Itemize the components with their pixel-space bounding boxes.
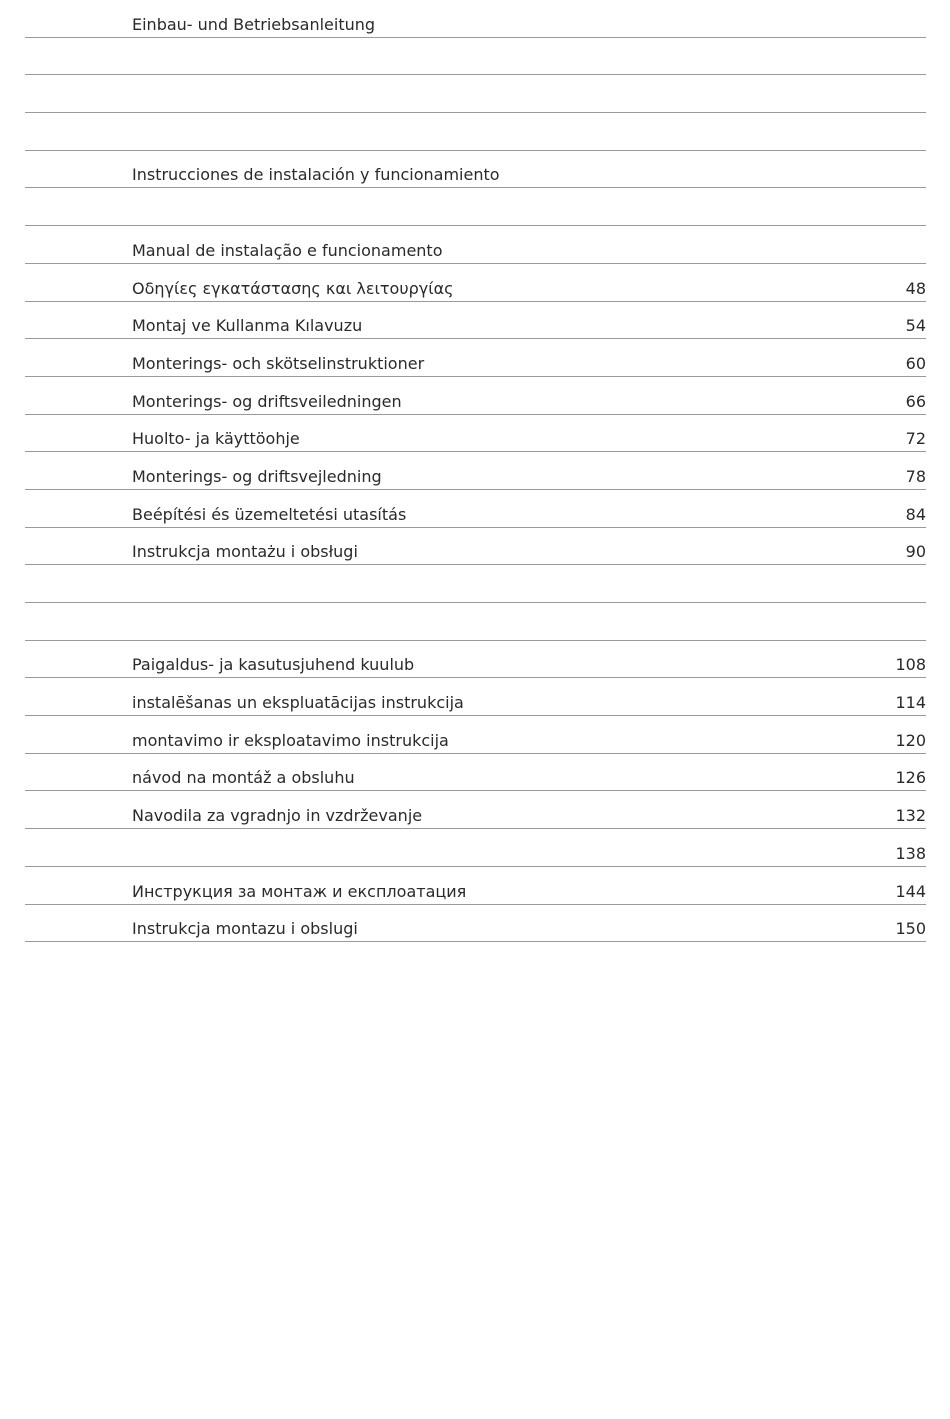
toc-row: [25, 528, 926, 566]
toc-page-number: 54: [905, 316, 926, 336]
toc-title: Monterings- og driftsvejledning: [132, 466, 382, 486]
toc-row: [25, 829, 926, 867]
toc-page-number: 132: [895, 806, 926, 826]
toc-page-number: 72: [905, 429, 926, 449]
toc-page-number: 114: [895, 693, 926, 713]
toc-page-number: 60: [905, 353, 926, 373]
toc-title: Monterings- och skötselinstruktioner: [132, 353, 425, 373]
toc-row: [25, 151, 926, 189]
toc-page-number: 108: [895, 655, 926, 675]
toc-row: [25, 490, 926, 528]
toc-page-number: 78: [905, 466, 926, 486]
toc-row: [25, 754, 926, 792]
toc-row: [25, 791, 926, 829]
toc-row: [25, 226, 926, 264]
toc-page-number: 144: [895, 881, 926, 901]
toc-page-number: 150: [895, 919, 926, 939]
toc-title: Instrukcja montażu i obsługi: [132, 542, 358, 562]
toc-title: Paigaldus- ja kasutusjuhend kuulub: [132, 655, 415, 675]
toc-page-number: 90: [905, 542, 926, 562]
toc-page-number: 66: [905, 391, 926, 411]
toc-row: [25, 565, 926, 603]
toc-title: Instrucciones de instalación y funcionamiento: [132, 165, 500, 185]
toc-title: Monterings- og driftsveiledningen: [132, 391, 402, 411]
toc-row: [25, 75, 926, 113]
toc-title: Navodila za vgradnjo in vzdrževanje: [132, 806, 423, 826]
toc-row: [25, 377, 926, 415]
toc-title: montavimo ir eksploatavimo instrukcija: [132, 730, 449, 750]
toc-row: [25, 188, 926, 226]
toc-row: [25, 264, 926, 302]
toc-title: Instrukcja montazu i obslugi: [132, 919, 358, 939]
toc-row: [25, 339, 926, 377]
toc-row: [25, 716, 926, 754]
toc-page-number: 48: [905, 278, 926, 298]
toc-page-number: 138: [895, 843, 926, 863]
table-of-contents: [25, 0, 926, 942]
toc-title: Οδηγίες εγκατάστασης και λειτουργίας: [132, 278, 454, 298]
toc-page-number: 126: [895, 768, 926, 788]
toc-row: [25, 452, 926, 490]
toc-title: návod na montáž a obsluhu: [132, 768, 355, 788]
toc-title: Manual de instalação e funcionamento: [132, 240, 443, 260]
toc-row: [25, 0, 926, 38]
toc-title: Einbau- und Betriebsanleitung: [132, 14, 376, 34]
toc-row: [25, 302, 926, 340]
toc-page-number: 120: [895, 730, 926, 750]
toc-title: instalēšanas un ekspluatācijas instrukcija: [132, 693, 464, 713]
toc-row: [25, 113, 926, 151]
toc-row: [25, 641, 926, 679]
toc-page-number: 84: [905, 504, 926, 524]
toc-row: [25, 905, 926, 943]
toc-title: Beépítési és üzemeltetési utasítás: [132, 504, 407, 524]
toc-row: [25, 678, 926, 716]
toc-row: [25, 38, 926, 76]
toc-row: [25, 867, 926, 905]
toc-row: [25, 415, 926, 453]
toc-title: Инструкция за монтаж и експлоатация: [132, 881, 467, 901]
toc-title: Huolto- ja käyttöohje: [132, 429, 300, 449]
toc-title: Montaj ve Kullanma Kılavuzu: [132, 316, 363, 336]
toc-row: [25, 603, 926, 641]
